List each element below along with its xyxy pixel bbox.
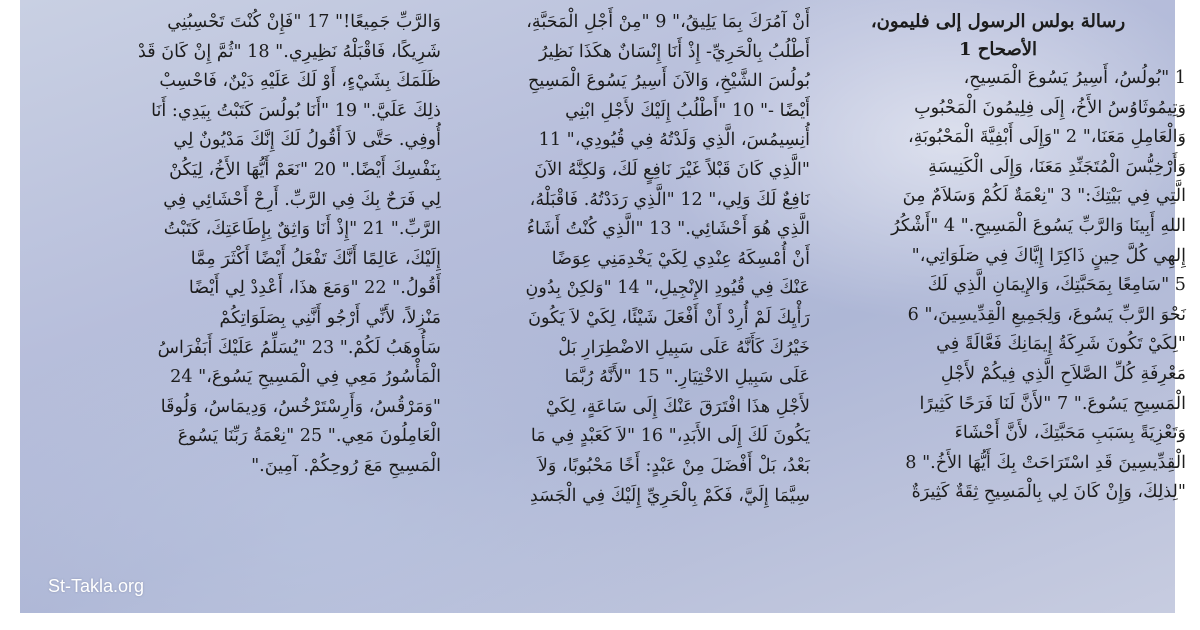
verse-line: الْقِدِّيسِينَ قَدِ اسْتَرَاحَتْ بِكَ أَيُّهَا الأَخُ." 8	[905, 452, 1186, 473]
verse-line: سِيَّمَا إِلَيَّ، فَكَمْ بِالْحَرِيِّ إِلَيْكَ فِي الْجَسَدِ	[529, 485, 810, 506]
verse-line: نَحْوَ الرَّبِّ يَسُوعَ، وَلِجَمِيعِ الْقِدِّيسِينَ،" 6	[907, 304, 1186, 325]
verse-line: بَعْدُ، بَلْ أَفْضَلَ مِنْ عَبْدٍ: أَخًا مَحْبُوبًا، وَلاَ	[537, 455, 810, 476]
verse-line: وَتِيمُوثَاوُسُ الأَخُ، إِلَى فِلِيمُونَ الْمَحْبُوبِ	[914, 97, 1186, 118]
chapter-heading	[810, 8, 1186, 64]
verse-line: أُوفِي. حَتَّى لاَ أَقُولُ لَكَ إِنَّكَ مَدْيُونٌ لِي	[173, 130, 441, 151]
verse-line: "لِذلِكَ، وَإِنْ كَانَ لِي بِالْمَسِيحِ ثِقَةٌ كَثِيرَةٌ	[911, 482, 1186, 503]
verse-line: وَتَعْزِيَةً بِسَبَبِ مَحَبَّتِكَ، لأَنَّ أَحْشَاءَ	[954, 423, 1186, 444]
verse-line: أَنْ آمُرَكَ بِمَا يَلِيقُ،" 9 "مِنْ أَجْلِ الْمَحَبَّةِ،	[526, 12, 810, 32]
site-watermark: St-Takla.org	[48, 576, 145, 596]
verse-line: الرَّبِّ." 21 "إِذْ أَنَا وَاثِقٌ بِإِطَاعَتِكَ، كَتَبْتُ	[163, 219, 441, 240]
verse-line: مَنْزِلاً، لأَنِّي أَرْجُو أَنَّنِي بِصَلَوَاتِكُمْ	[219, 307, 441, 328]
verse-line: أَقُولُ." 22 "وَمَعَ هذَا، أَعْدِدْ لِي أَيْضًا	[188, 278, 441, 299]
verse-line: 5 "سَامِعًا بِمَحَبَّتِكَ، وَالإِيمَانِ الَّذِي لَكَ	[927, 275, 1186, 296]
verse-line: الْمَأْسُورُ مَعِي فِي الْمَسِيحِ يَسُوعَ،" 24	[170, 367, 441, 388]
verse-line: بِنَفْسِكَ أَيْضًا." 20 "نَعَمْ أَيُّهَا الأَخُ، لِيَكُنْ	[169, 159, 441, 180]
verse-line: الْعَامِلُونَ مَعِي." 25 "نِعْمَةُ رَبِّنَا يَسُوعَ	[177, 426, 441, 447]
verse-line: "لِكَيْ تَكُونَ شَرِكَةُ إِيمَانِكَ فَعَّالَةً فِي	[936, 334, 1186, 355]
verse-line: أَيْضًا -" 10 "أَطْلُبُ إِلَيْكَ لأَجْلِ ابْنِي	[565, 100, 810, 121]
verse-line: الَّتِي فِي بَيْتِكَ:" 3 "نِعْمَةٌ لَكُمْ وَسَلاَمٌ مِنَ	[902, 186, 1186, 207]
verse-line: وَأَرْخِبُّسَ الْمُتَجَنِّدِ مَعَنَا، وَإِلَى الْكَنِيسَةِ	[928, 156, 1186, 177]
verse-line: أُنِسِيمُسَ، الَّذِي وَلَدْتُهُ فِي قُيُودِي،" 11	[538, 130, 810, 151]
verse-line: وَالْعَامِلِ مَعَنَا،" 2 "وَإِلَى أَبْفِيَّةَ الْمَحْبُوبَةِ،	[908, 127, 1186, 148]
verse-line: وَالرَّبِّ جَمِيعًا!" 17 "فَإِنْ كُنْتَ تَحْسِبُنِي	[167, 12, 441, 32]
verse-line: نَافِعٌ لَكَ وَلِي،" 12 "الَّذِي رَدَدْتُهُ. فَاقْبَلْهُ،	[529, 189, 810, 210]
scripture-panel	[20, 0, 1186, 613]
column-left	[74, 8, 441, 482]
book-title: رسالة بولس الرسول إلى فليمون،	[870, 11, 1126, 32]
verse-line: سَأُوهَبُ لَكُمْ." 23 "يُسَلِّمُ عَلَيْكَ أَبَفْرَاسُ	[157, 337, 441, 358]
verse-line: "الَّذِي كَانَ قَبْلاً غَيْرَ نَافِعٍ لَكَ، وَلكِنَّهُ الآنَ	[534, 159, 810, 180]
verse-line: أَنْ أُمْسِكَهُ عِنْدِي لِكَيْ يَخْدِمَنِي عِوَضًا	[551, 248, 810, 269]
column-right	[810, 8, 1186, 508]
verse-line: لأَجْلِ هذَا افْتَرَقَ عَنْكَ إِلَى سَاعَةٍ، لِكَيْ	[545, 396, 810, 417]
verse-line: الْمَسِيحِ يَسُوعَ." 7 "لأَنَّ لَنَا فَرَحًا كَثِيرًا	[919, 393, 1186, 414]
verse-line: مَعْرِفَةِ كُلِّ الصَّلاَحِ الَّذِي فِيكُمْ لأَجْلِ	[940, 363, 1186, 384]
verse-line: الَّذِي هُوَ أَحْشَائِي." 13 "الَّذِي كُنْتُ أَشَاءُ	[526, 219, 810, 240]
verse-line: عَنْكَ فِي قُيُودِ الإِنْجِيلِ،" 14 "وَلكِنْ بِدُونِ	[525, 278, 810, 299]
chapter-title: الأصحاح 1	[958, 39, 1038, 60]
verse-line: عَلَى سَبِيلِ الاخْتِيَارِ." 15 "لأَنَّهُ رُبَّمَا	[564, 367, 810, 388]
verse-line: إِلهِي كُلَّ حِينٍ ذَاكِرًا إِيَّاكَ فِي صَلَوَاتِي،"	[911, 245, 1186, 266]
verse-line: اللهِ أَبِينَا وَالرَّبِّ يَسُوعَ الْمَسِيحِ." 4 "أَشْكُرُ	[891, 215, 1186, 236]
verse-line: 1 "بُولُسُ، أَسِيرُ يَسُوعَ الْمَسِيحِ،	[963, 68, 1186, 88]
verse-line: رَأْيِكَ لَمْ أُرِدْ أَنْ أَفْعَلَ شَيْئًا، لِكَيْ لاَ يَكُونَ	[528, 307, 810, 328]
verse-line: "وَمَرْقُسُ، وَأَرِسْتَرْخُسُ، وَدِيمَاسُ، وَلُوقَا	[160, 396, 441, 417]
verse-line: الْمَسِيحِ مَعَ رُوحِكُمْ. آمِينَ."	[251, 455, 441, 476]
column-middle	[441, 8, 810, 511]
verse-line: يَكُونَ لَكَ إِلَى الأَبَدِ،" 16 "لاَ كَعَبْدٍ فِي مَا	[530, 426, 810, 447]
verse-line: أَطْلُبُ بِالْحَرِيِّ- إِذْ أَنَا إِنْسَانٌ هكَذَا نَظِيرُ	[538, 41, 810, 62]
verse-line: إِلَيْكَ، عَالِمًا أَنَّكَ تَفْعَلُ أَيْضًا أَكْثَرَ مِمَّا	[190, 248, 441, 269]
verse-line: خَيْرُكَ كَأَنَّهُ عَلَى سَبِيلِ الاضْطِرَارِ بَلْ	[558, 337, 810, 358]
verse-line: لِي فَرَحٌ بِكَ فِي الرَّبِّ. أَرِحْ أَحْشَائِي فِي	[163, 189, 441, 210]
column-right-text	[810, 64, 1186, 508]
verse-line: ظَلَمَكَ بِشَيْءٍ، أَوْ لَكَ عَلَيْهِ دَيْنٌ، فَاحْسِبْ	[159, 71, 441, 92]
verse-line: شَرِيكًا، فَاقْبَلْهُ نَظِيرِي." 18 "ثُمَّ إِنْ كَانَ قَدْ	[137, 41, 441, 62]
verse-line: بُولُسَ الشَّيْخِ، وَالآنَ أَسِيرُ يَسُوعَ الْمَسِيحِ	[528, 71, 810, 92]
verse-line: ذلِكَ عَلَيَّ." 19 "أَنَا بُولُسَ كَتَبْتُ بِيَدِي: أَنَا	[151, 100, 441, 121]
